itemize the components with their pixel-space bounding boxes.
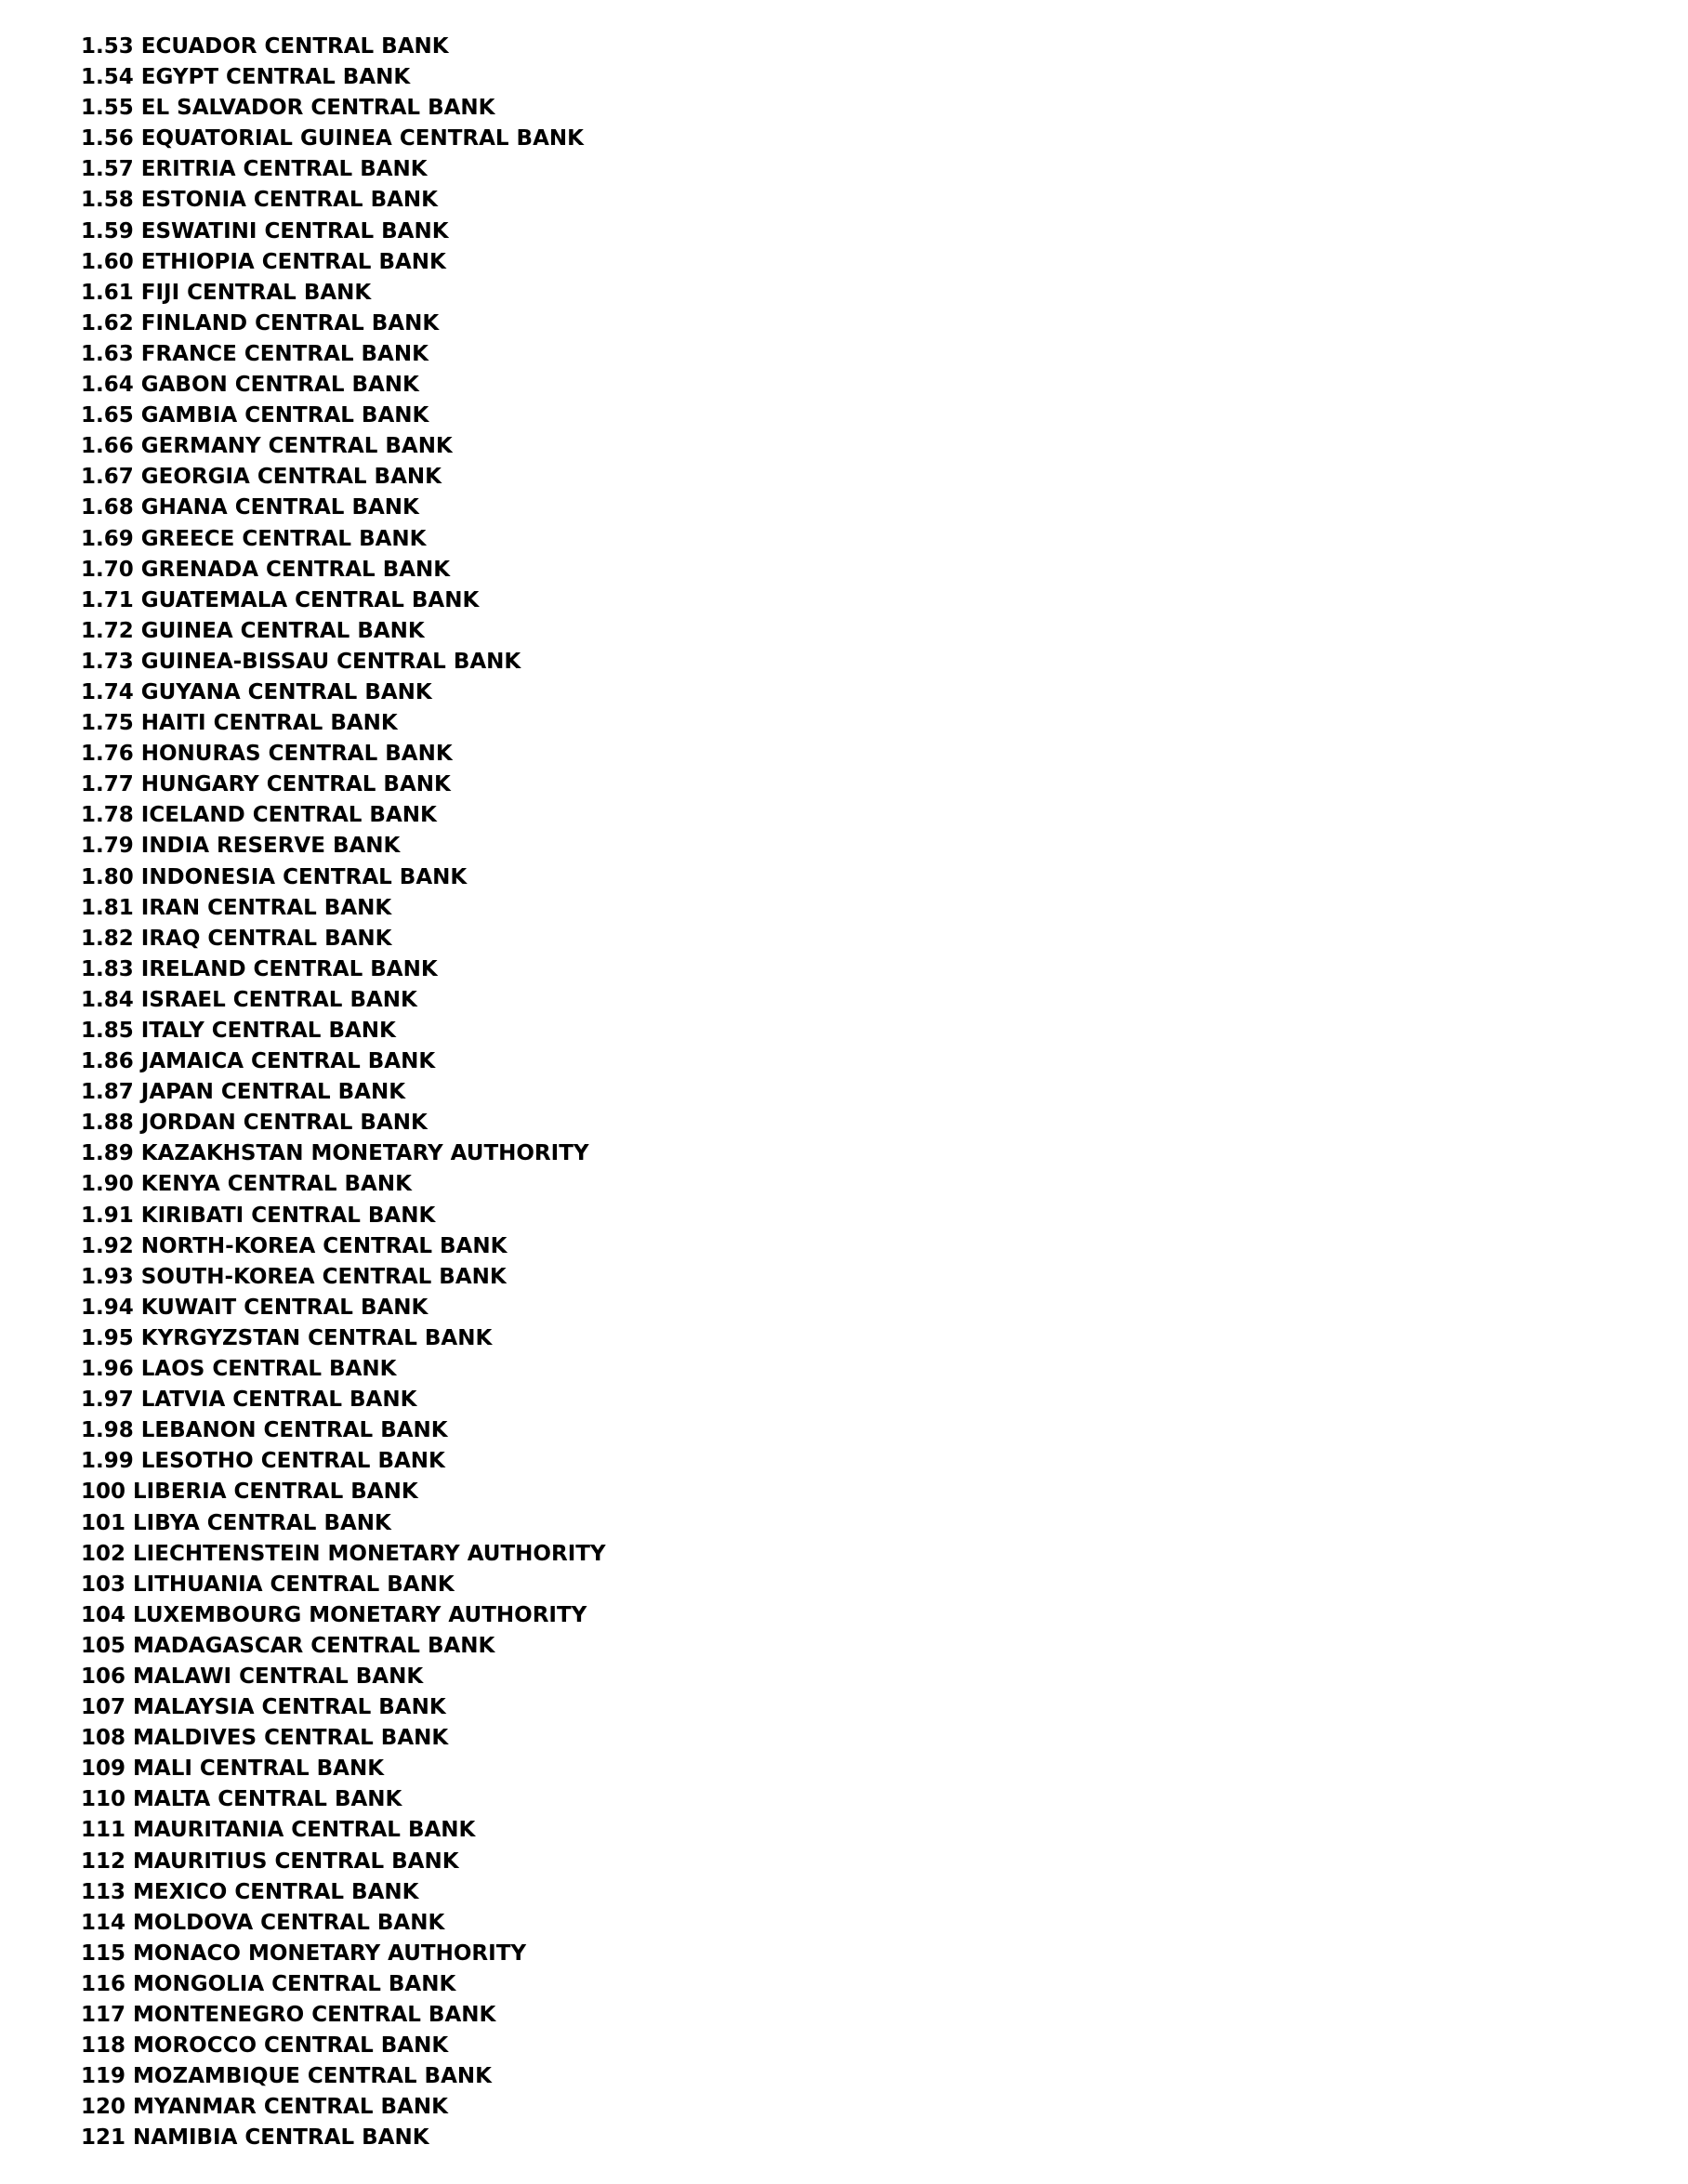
list-item: 1.89 KAZAKHSTAN MONETARY AUTHORITY	[81, 1141, 589, 1166]
list-item: 1.74 GUYANA CENTRAL BANK	[81, 679, 432, 704]
list-item: 102 LIECHTENSTEIN MONETARY AUTHORITY	[81, 1541, 606, 1566]
list-item: 1.67 GEORGIA CENTRAL BANK	[81, 465, 442, 490]
list-item: 109 MALI CENTRAL BANK	[81, 1756, 385, 1782]
list-item: 1.53 ECUADOR CENTRAL BANK	[81, 34, 449, 59]
list-item: 106 MALAWI CENTRAL BANK	[81, 1664, 424, 1689]
list-item: 1.58 ESTONIA CENTRAL BANK	[81, 188, 438, 213]
list-item: 1.75 HAITI CENTRAL BANK	[81, 711, 398, 736]
list-item: 121 NAMIBIA CENTRAL BANK	[81, 2125, 429, 2151]
central-bank-list	[81, 32, 606, 2153]
list-item: 1.85 ITALY CENTRAL BANK	[81, 1019, 396, 1043]
list-item: 110 MALTA CENTRAL BANK	[81, 1787, 402, 1812]
list-item: 1.87 JAPAN CENTRAL BANK	[81, 1080, 406, 1105]
list-item: 1.76 HONURAS CENTRAL BANK	[81, 742, 453, 767]
list-item: 1.78 ICELAND CENTRAL BANK	[81, 803, 437, 828]
list-item: 1.69 GREECE CENTRAL BANK	[81, 526, 427, 551]
list-item: 1.70 GRENADA CENTRAL BANK	[81, 557, 451, 582]
list-item: 1.65 GAMBIA CENTRAL BANK	[81, 403, 429, 428]
list-item: 103 LITHUANIA CENTRAL BANK	[81, 1572, 455, 1597]
list-item: 1.82 IRAQ CENTRAL BANK	[81, 926, 392, 951]
list-item: 112 MAURITIUS CENTRAL BANK	[81, 1849, 459, 1874]
list-item: 1.61 FIJI CENTRAL BANK	[81, 280, 372, 305]
list-item: 1.81 IRAN CENTRAL BANK	[81, 895, 392, 920]
list-item: 1.77 HUNGARY CENTRAL BANK	[81, 772, 451, 797]
list-item: 1.84 ISRAEL CENTRAL BANK	[81, 987, 417, 1012]
list-item: 1.71 GUATEMALA CENTRAL BANK	[81, 587, 480, 612]
list-item: 1.56 EQUATORIAL GUINEA CENTRAL BANK	[81, 126, 584, 151]
list-item: 108 MALDIVES CENTRAL BANK	[81, 1726, 449, 1751]
list-item: 104 LUXEMBOURG MONETARY AUTHORITY	[81, 1602, 587, 1627]
list-item: 115 MONACO MONETARY AUTHORITY	[81, 1941, 527, 1966]
list-item: 101 LIBYA CENTRAL BANK	[81, 1510, 391, 1535]
list-item: 1.92 NORTH-KOREA CENTRAL BANK	[81, 1233, 508, 1258]
list-item: 1.94 KUWAIT CENTRAL BANK	[81, 1295, 429, 1320]
list-item: 114 MOLDOVA CENTRAL BANK	[81, 1910, 445, 1935]
list-item: 107 MALAYSIA CENTRAL BANK	[81, 1695, 446, 1720]
list-item: 1.88 JORDAN CENTRAL BANK	[81, 1111, 428, 1136]
list-item: 1.98 LEBANON CENTRAL BANK	[81, 1418, 448, 1443]
list-item: 117 MONTENEGRO CENTRAL BANK	[81, 2003, 496, 2027]
list-item: 1.59 ESWATINI CENTRAL BANK	[81, 218, 449, 243]
list-item: 1.93 SOUTH-KOREA CENTRAL BANK	[81, 1264, 507, 1289]
list-item: 1.86 JAMAICA CENTRAL BANK	[81, 1049, 436, 1074]
list-item: 1.66 GERMANY CENTRAL BANK	[81, 434, 453, 459]
list-item: 1.57 ERITRIA CENTRAL BANK	[81, 157, 428, 182]
list-item: 1.54 EGYPT CENTRAL BANK	[81, 65, 411, 90]
list-item: 111 MAURITANIA CENTRAL BANK	[81, 1818, 476, 1843]
list-item: 116 MONGOLIA CENTRAL BANK	[81, 1971, 456, 1996]
list-item: 1.97 LATVIA CENTRAL BANK	[81, 1388, 417, 1413]
list-item: 120 MYANMAR CENTRAL BANK	[81, 2095, 448, 2120]
list-item: 113 MEXICO CENTRAL BANK	[81, 1879, 419, 1904]
list-item: 119 MOZAMBIQUE CENTRAL BANK	[81, 2064, 492, 2089]
list-item: 1.63 FRANCE CENTRAL BANK	[81, 341, 429, 366]
list-item: 118 MOROCCO CENTRAL BANK	[81, 2033, 449, 2059]
list-item: 1.60 ETHIOPIA CENTRAL BANK	[81, 249, 446, 274]
list-item: 1.68 GHANA CENTRAL BANK	[81, 495, 419, 520]
list-item: 1.91 KIRIBATI CENTRAL BANK	[81, 1203, 436, 1228]
list-item: 1.73 GUINEA-BISSAU CENTRAL BANK	[81, 649, 521, 674]
list-item: 1.55 EL SALVADOR CENTRAL BANK	[81, 96, 495, 121]
list-item: 1.72 GUINEA CENTRAL BANK	[81, 618, 425, 643]
list-item: 1.64 GABON CENTRAL BANK	[81, 373, 419, 398]
list-item: 100 LIBERIA CENTRAL BANK	[81, 1480, 418, 1505]
list-item: 1.95 KYRGYZSTAN CENTRAL BANK	[81, 1325, 493, 1350]
list-item: 1.80 INDONESIA CENTRAL BANK	[81, 864, 468, 889]
list-item: 1.99 LESOTHO CENTRAL BANK	[81, 1449, 445, 1474]
list-item: 1.83 IRELAND CENTRAL BANK	[81, 956, 438, 981]
list-item: 1.62 FINLAND CENTRAL BANK	[81, 310, 440, 335]
list-item: 1.90 KENYA CENTRAL BANK	[81, 1172, 412, 1197]
list-item: 105 MADAGASCAR CENTRAL BANK	[81, 1633, 495, 1658]
list-item: 1.79 INDIA RESERVE BANK	[81, 834, 401, 859]
list-item: 1.96 LAOS CENTRAL BANK	[81, 1357, 397, 1382]
